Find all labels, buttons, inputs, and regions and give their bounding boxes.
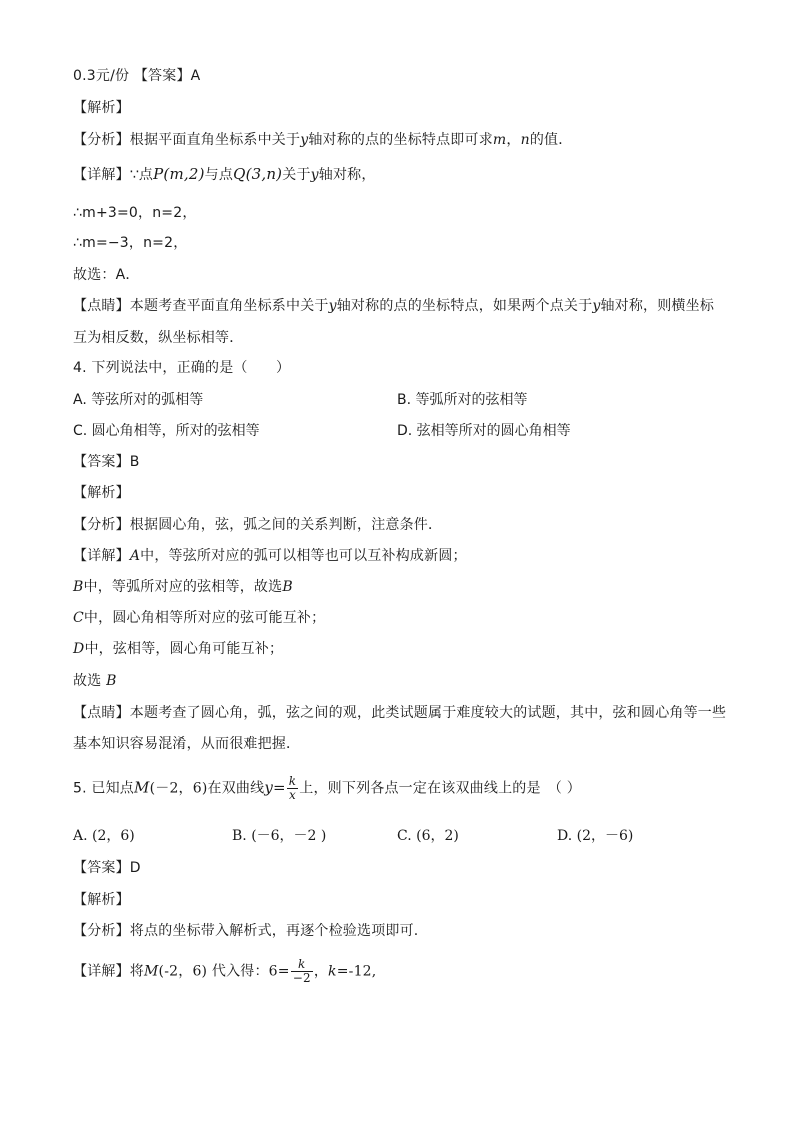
- text-run: 中，等弧所对应的弦相等，故选: [83, 579, 283, 595]
- math-var: B: [73, 579, 84, 595]
- q5-detail: [73, 958, 376, 985]
- fraction-numerator: k: [288, 774, 297, 788]
- text-run: 故选: [73, 673, 102, 689]
- text-run: 【详解】: [73, 548, 130, 564]
- q4-analysis: 【分析】根据圆心角，弦，弧之间的关系判断，注意条件．: [73, 517, 443, 533]
- text-run: 轴对称的点的坐标特点即可求: [308, 132, 493, 148]
- math-var: Q: [233, 165, 246, 183]
- math-var: M: [134, 778, 150, 797]
- fraction-numerator: k: [298, 957, 306, 971]
- math-var: k: [328, 963, 337, 980]
- text-run: 中，弦相等，圆心角可能互补；: [84, 641, 284, 657]
- line-step-1: ∴m+3=0，n=2，: [73, 205, 197, 221]
- text-run: 5. 已知点: [73, 780, 135, 797]
- text-run: 【点睛】本题考查平面直角坐标系中关于: [73, 298, 329, 314]
- q4-option-d: D. 弦相等所对的圆心角相等: [397, 423, 571, 439]
- math-var: A: [129, 548, 141, 564]
- q4-choice: [73, 671, 117, 691]
- q4-option-b: B. 等弧所对的弦相等: [397, 392, 528, 408]
- text-run: 的值．: [529, 132, 573, 148]
- text-run: ，: [506, 132, 521, 148]
- q4-detail-c: [73, 608, 325, 628]
- text-run: 【详解】将: [73, 963, 144, 980]
- text-run: 关于: [282, 167, 311, 183]
- text-run: 中，等弦所对应的弧可以相等也可以互补构成新圆；: [140, 548, 467, 564]
- math-var: P: [153, 165, 164, 183]
- math-expr: (m,2): [163, 165, 205, 183]
- math-var: y: [310, 167, 319, 183]
- q5-option-c: C. (6，2): [397, 828, 459, 844]
- q4-detail-b: [73, 577, 293, 597]
- fraction-denominator: −2: [292, 971, 311, 985]
- answer-label: 【答案】A: [133, 68, 201, 84]
- math-expr: (3,n): [245, 165, 283, 183]
- q4-comment-2: 基本知识容易混淆，从而很难把握．: [73, 736, 301, 752]
- q5-option-a: A. (2，6): [73, 828, 135, 844]
- q5-answer: 【答案】D: [73, 860, 141, 876]
- math-var: B: [282, 579, 293, 595]
- line-detail-1: [73, 164, 376, 185]
- math-var: B: [106, 673, 117, 689]
- q4-answer: 【答案】B: [73, 454, 140, 470]
- q4-comment-1: 【点睛】本题考查了圆心角，弧，弦之间的观，此类试题属于难度较大的试题，其中，弦和圆心角等一些: [73, 705, 727, 721]
- line-choice: 故选：A．: [73, 267, 140, 283]
- math-expr: (-2，6) 代入得：6=: [158, 963, 290, 980]
- math-expr: (－2，6)在双曲线: [149, 780, 265, 797]
- analysis-heading: 【解析】: [73, 100, 130, 116]
- q4-option-a: A. 等弦所对的弧相等: [73, 392, 204, 408]
- q4-analysis-heading: 【解析】: [73, 485, 130, 501]
- question-5: [73, 775, 581, 802]
- math-var: D: [73, 641, 85, 657]
- text-run: ，: [313, 963, 329, 980]
- line-comment-2: 互为相反数，纵坐标相等．: [73, 330, 244, 346]
- q5-analysis: 【分析】将点的坐标带入解析式，再逐个检验选项即可.: [73, 923, 419, 939]
- fraction-denominator: x: [289, 788, 297, 802]
- math-var: M: [144, 963, 159, 980]
- text-run: 与点: [204, 167, 234, 183]
- math-var: C: [73, 610, 84, 626]
- fraction-k-over-minus2: [291, 958, 313, 985]
- q5-analysis-heading: 【解析】: [73, 892, 130, 908]
- q4-detail-d: [73, 639, 283, 659]
- q5-option-d: D. (2，－6): [557, 828, 634, 844]
- line-price-answer: [73, 66, 200, 86]
- q4-option-c: C. 圆心角相等，所对的弦相等: [73, 423, 260, 439]
- math-expr: =-12,: [336, 963, 377, 980]
- text-run: 【分析】根据平面直角坐标系中关于: [73, 132, 301, 148]
- math-var: y: [300, 132, 309, 148]
- math-var: y: [264, 778, 274, 797]
- fraction-k-over-x: [287, 775, 298, 802]
- price-text: 0.3元/份: [73, 68, 130, 84]
- q4-detail-a: [73, 546, 467, 566]
- text-run: 轴对称，: [318, 167, 376, 183]
- text-run: 中，圆心角相等所对应的弦可能互补；: [83, 610, 326, 626]
- math-var: y: [592, 298, 601, 314]
- math-var: y: [328, 298, 337, 314]
- text-run: 上，则下列各点一定在该双曲线上的是 （ ）: [299, 780, 581, 797]
- text-run: 轴对称的点的坐标特点，如果两个点关于: [336, 298, 593, 314]
- math-var: n: [520, 132, 530, 148]
- question-4: 4. 下列说法中，正确的是（ ）: [73, 360, 291, 376]
- text-run: 轴对称，则横坐标: [600, 298, 715, 314]
- line-analysis-1: [73, 130, 572, 150]
- q5-option-b: B. (－6，－2 ): [232, 828, 327, 844]
- line-step-2: ∴m=−3，n=2，: [73, 235, 188, 251]
- math-equals: =: [273, 778, 286, 797]
- math-var: m: [492, 132, 507, 148]
- text-run: 【详解】∵点: [73, 167, 154, 183]
- line-comment-1: [73, 296, 714, 316]
